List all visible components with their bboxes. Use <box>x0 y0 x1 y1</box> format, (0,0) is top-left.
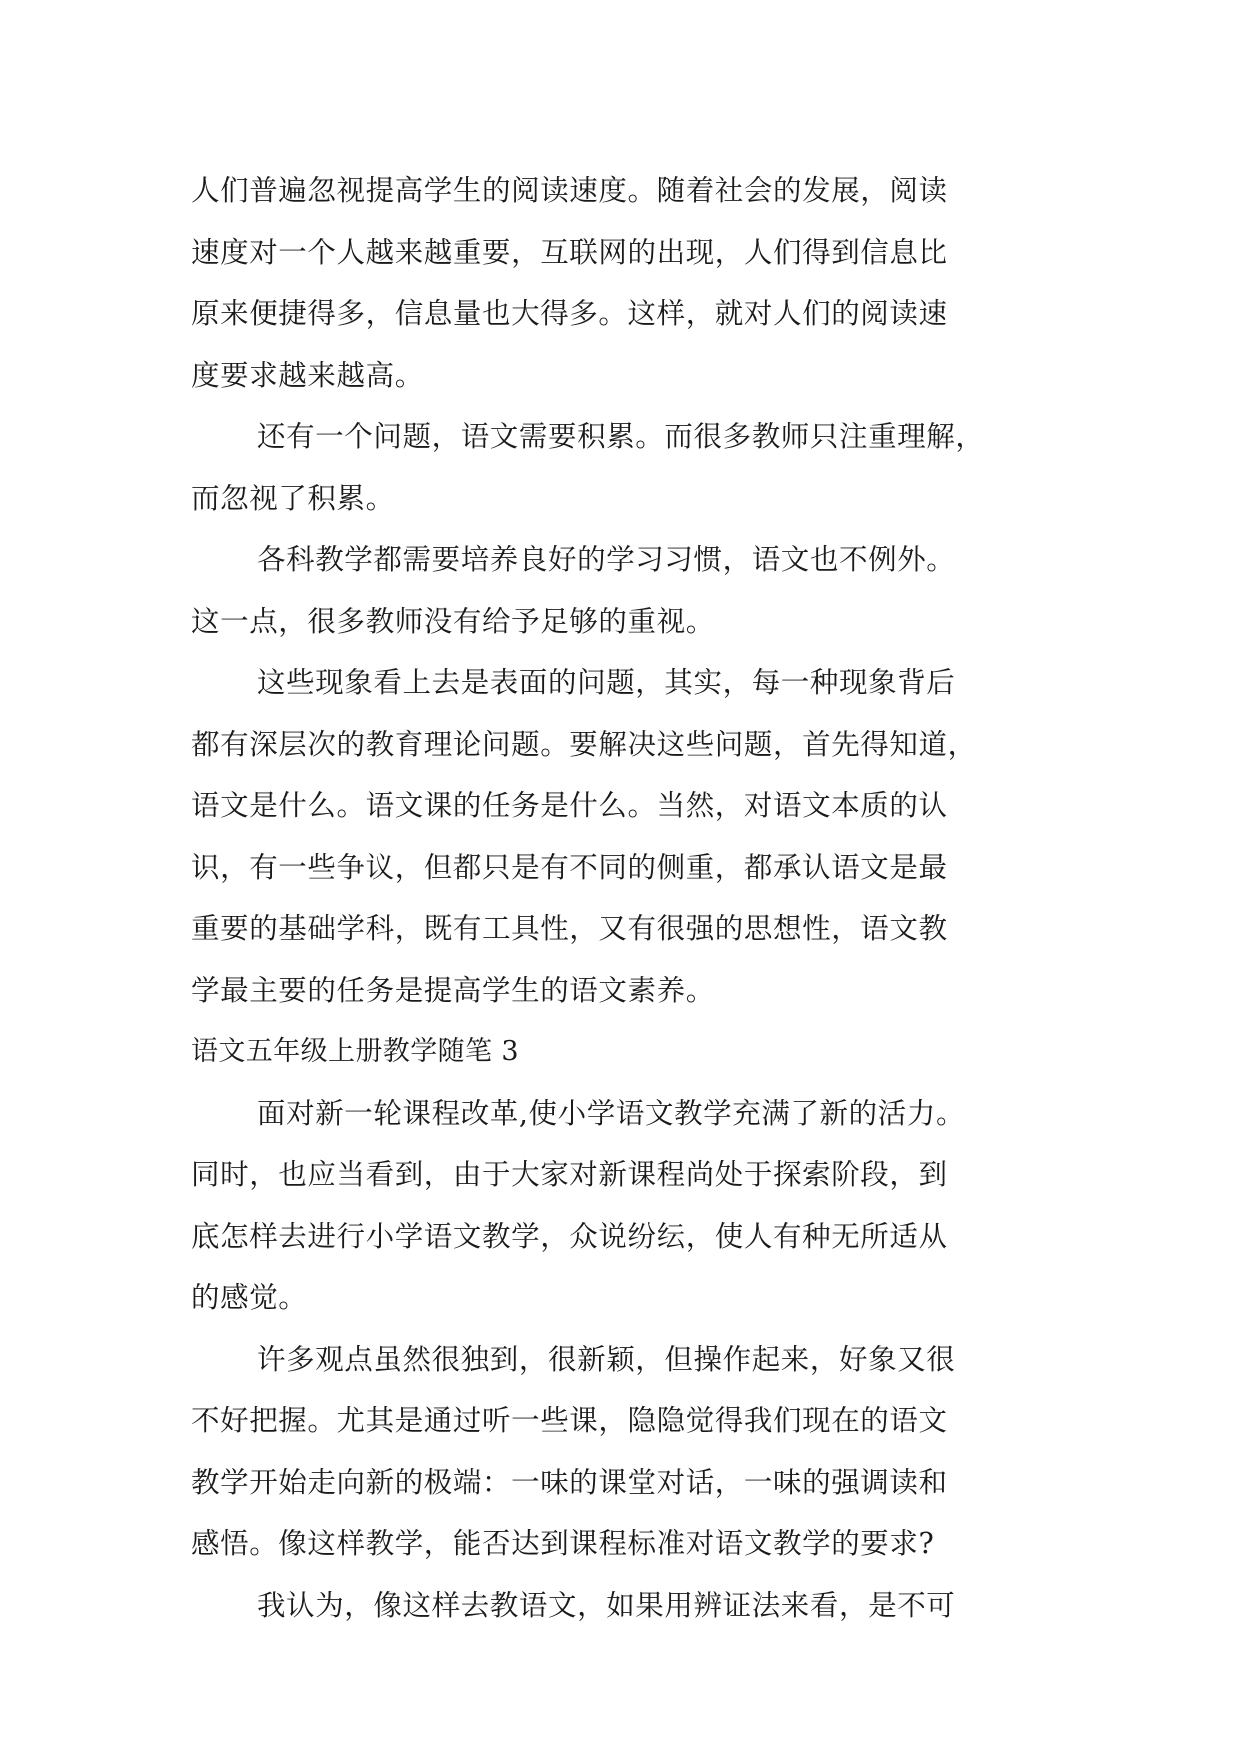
paragraph-start-line: 面对新一轮课程改革,使小学语文教学充满了新的活力。 <box>257 1096 966 1130</box>
paragraph-start-line: 我认为，像这样去教语文，如果用辨证法来看，是不可 <box>257 1588 956 1622</box>
paragraph-start-line: 许多观点虽然很独到，很新颖，但操作起来，好象又很 <box>257 1342 956 1376</box>
section-heading: 语文五年级上册教学随笔 3 <box>191 1036 519 1067</box>
text-line: 度要求越来越高。 <box>191 358 424 392</box>
text-line: 同时，也应当看到，由于大家对新课程尚处于探索阶段，到 <box>191 1158 948 1191</box>
document-body <box>191 160 1063 1636</box>
text-line: 都有深层次的教育理论问题。要解决这些问题，首先得知道， <box>191 727 977 761</box>
text-line: 教学开始走向新的极端：一味的课堂对话，一味的强调读和 <box>191 1465 948 1499</box>
text-line: 感悟。像这样教学，能否达到课程标准对语文教学的要求? <box>191 1527 935 1560</box>
text-line: 语文是什么。语文课的任务是什么。当然，对语文本质的认 <box>191 789 948 822</box>
text-line: 底怎样去进行小学语文教学，众说纷纭，使人有种无所适从 <box>191 1219 948 1253</box>
text-line: 而忽视了积累。 <box>191 481 395 515</box>
paragraph-start-line: 还有一个问题，语文需要积累。而很多教师只注重理解， <box>257 420 985 453</box>
text-line: 人们普遍忽视提高学生的阅读速度。随着社会的发展，阅读 <box>191 174 948 207</box>
text-line: 这一点，很多教师没有给予足够的重视。 <box>191 604 715 638</box>
text-line: 学最主要的任务是提高学生的语文素养。 <box>191 973 715 1007</box>
text-line: 速度对一个人越来越重要，互联网的出现，人们得到信息比 <box>191 235 948 269</box>
text-line: 原来便捷得多，信息量也大得多。这样，就对人们的阅读速 <box>191 297 948 330</box>
text-line: 的感觉。 <box>191 1281 308 1314</box>
text-line: 识，有一些争议，但都只是有不同的侧重，都承认语文是最 <box>191 850 948 884</box>
text-line: 不好把握。尤其是通过听一些课，隐隐觉得我们现在的语文 <box>191 1404 948 1437</box>
paragraph-start-line: 这些现象看上去是表面的问题，其实，每一种现象背后 <box>257 666 956 699</box>
text-line: 重要的基础学科，既有工具性，又有很强的思想性，语文教 <box>191 912 948 945</box>
paragraph-start-line: 各科教学都需要培养良好的学习习惯，语文也不例外。 <box>257 543 956 576</box>
